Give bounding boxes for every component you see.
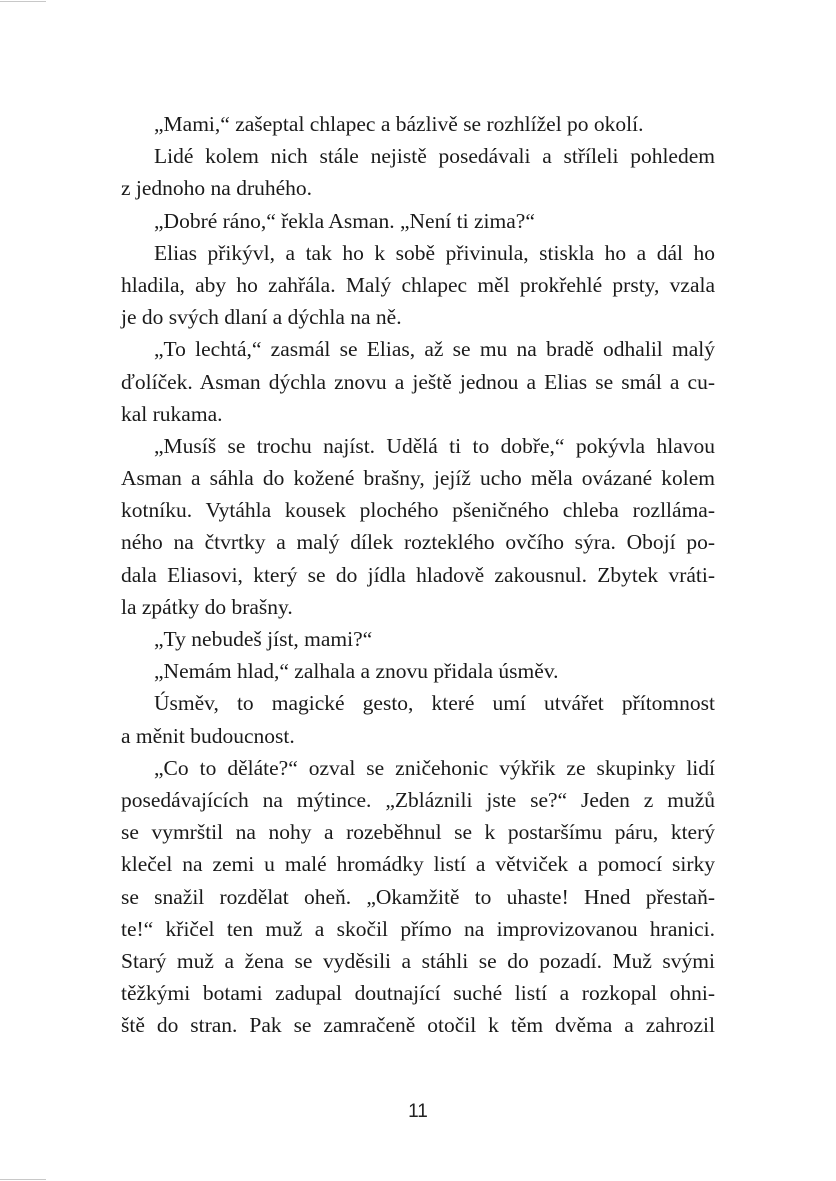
text-line: těžkými botami zadupal doutnající suché listí a rozkopal ohni- [121,981,715,1006]
text-line: „To lechtá,“ zasmál se Elias, až se mu na bradě odhalil malý [154,337,715,362]
text-line: je do svých dlaní a dýchla na ně. [121,305,402,330]
body-text [121,108,715,1041]
text-line: te!“ křičel ten muž a skočil přímo na improvizovanou hranici. [121,916,715,941]
text-line: dala Eliasovi, který se do jídla hladově zakousnul. Zbytek vráti- [121,562,715,587]
text-line: Starý muž a žena se vyděsili a stáhli se do pozadí. Muž svými [121,948,715,973]
text-line: hladila, aby ho zahřála. Malý chlapec měl prokřehlé prsty, vzala [121,272,715,297]
text-line: ště do stran. Pak se zamračeně otočil k těm dvěma a zahrozil [121,1013,715,1038]
text-line: se snažil rozdělat oheň. „Okamžitě to uhaste! Hned přestaň- [121,884,715,909]
text-line: „Musíš se trochu najíst. Udělá ti to dobře,“ pokývla hlavou [154,433,715,458]
text-line: Asman a sáhla do kožené brašny, jejíž ucho měla ovázané kolem [121,466,715,491]
text-line: „Nemám hlad,“ zalhala a znovu přidala úsměv. [154,659,559,684]
text-line: z jednoho na druhého. [121,176,313,201]
text-line: a měnit budoucnost. [121,723,295,748]
crop-mark-top [0,1,46,2]
page-number: 11 [408,1101,428,1122]
text-line: kotníku. Vytáhla kousek plochého pšeničného chleba rozlláma- [121,498,715,523]
text-line: ďolíček. Asman dýchla znovu a ještě jednou a Elias se smál a cu- [121,369,715,394]
text-line: posedávajících na mýtince. „Zbláznili jste se?“ Jeden z mužů [121,787,715,812]
text-line: kal rukama. [121,401,223,426]
text-line: Úsměv, to magické gesto, které umí utvářet přítomnost [154,691,715,716]
text-line: Elias přikývl, a tak ho k sobě přivinula, stiskla ho a dál ho [154,240,715,265]
text-line: „Dobré ráno,“ řekla Asman. „Není ti zima?“ [154,208,535,233]
text-line: la zpátky do brašny. [121,594,293,619]
text-line: „Co to děláte?“ ozval se zničehonic výkřik ze skupinky lidí [154,755,715,780]
text-line: klečel na zemi u malé hromádky listí a větviček a pomocí sirky [121,852,715,877]
text-line: se vymrštil na nohy a rozeběhnul se k postaršímu páru, který [121,820,715,845]
text-line: „Ty nebudeš jíst, mami?“ [154,627,373,651]
crop-mark-bottom [0,1179,46,1180]
text-line: Lidé kolem nich stále nejistě posedávali a stříleli pohledem [154,144,715,169]
text-line: ného na čtvrtky a malý dílek rozteklého ovčího sýra. Obojí po- [121,530,715,555]
text-line: „Mami,“ zašeptal chlapec a bázlivě se rozhlížel po okolí. [154,112,644,136]
